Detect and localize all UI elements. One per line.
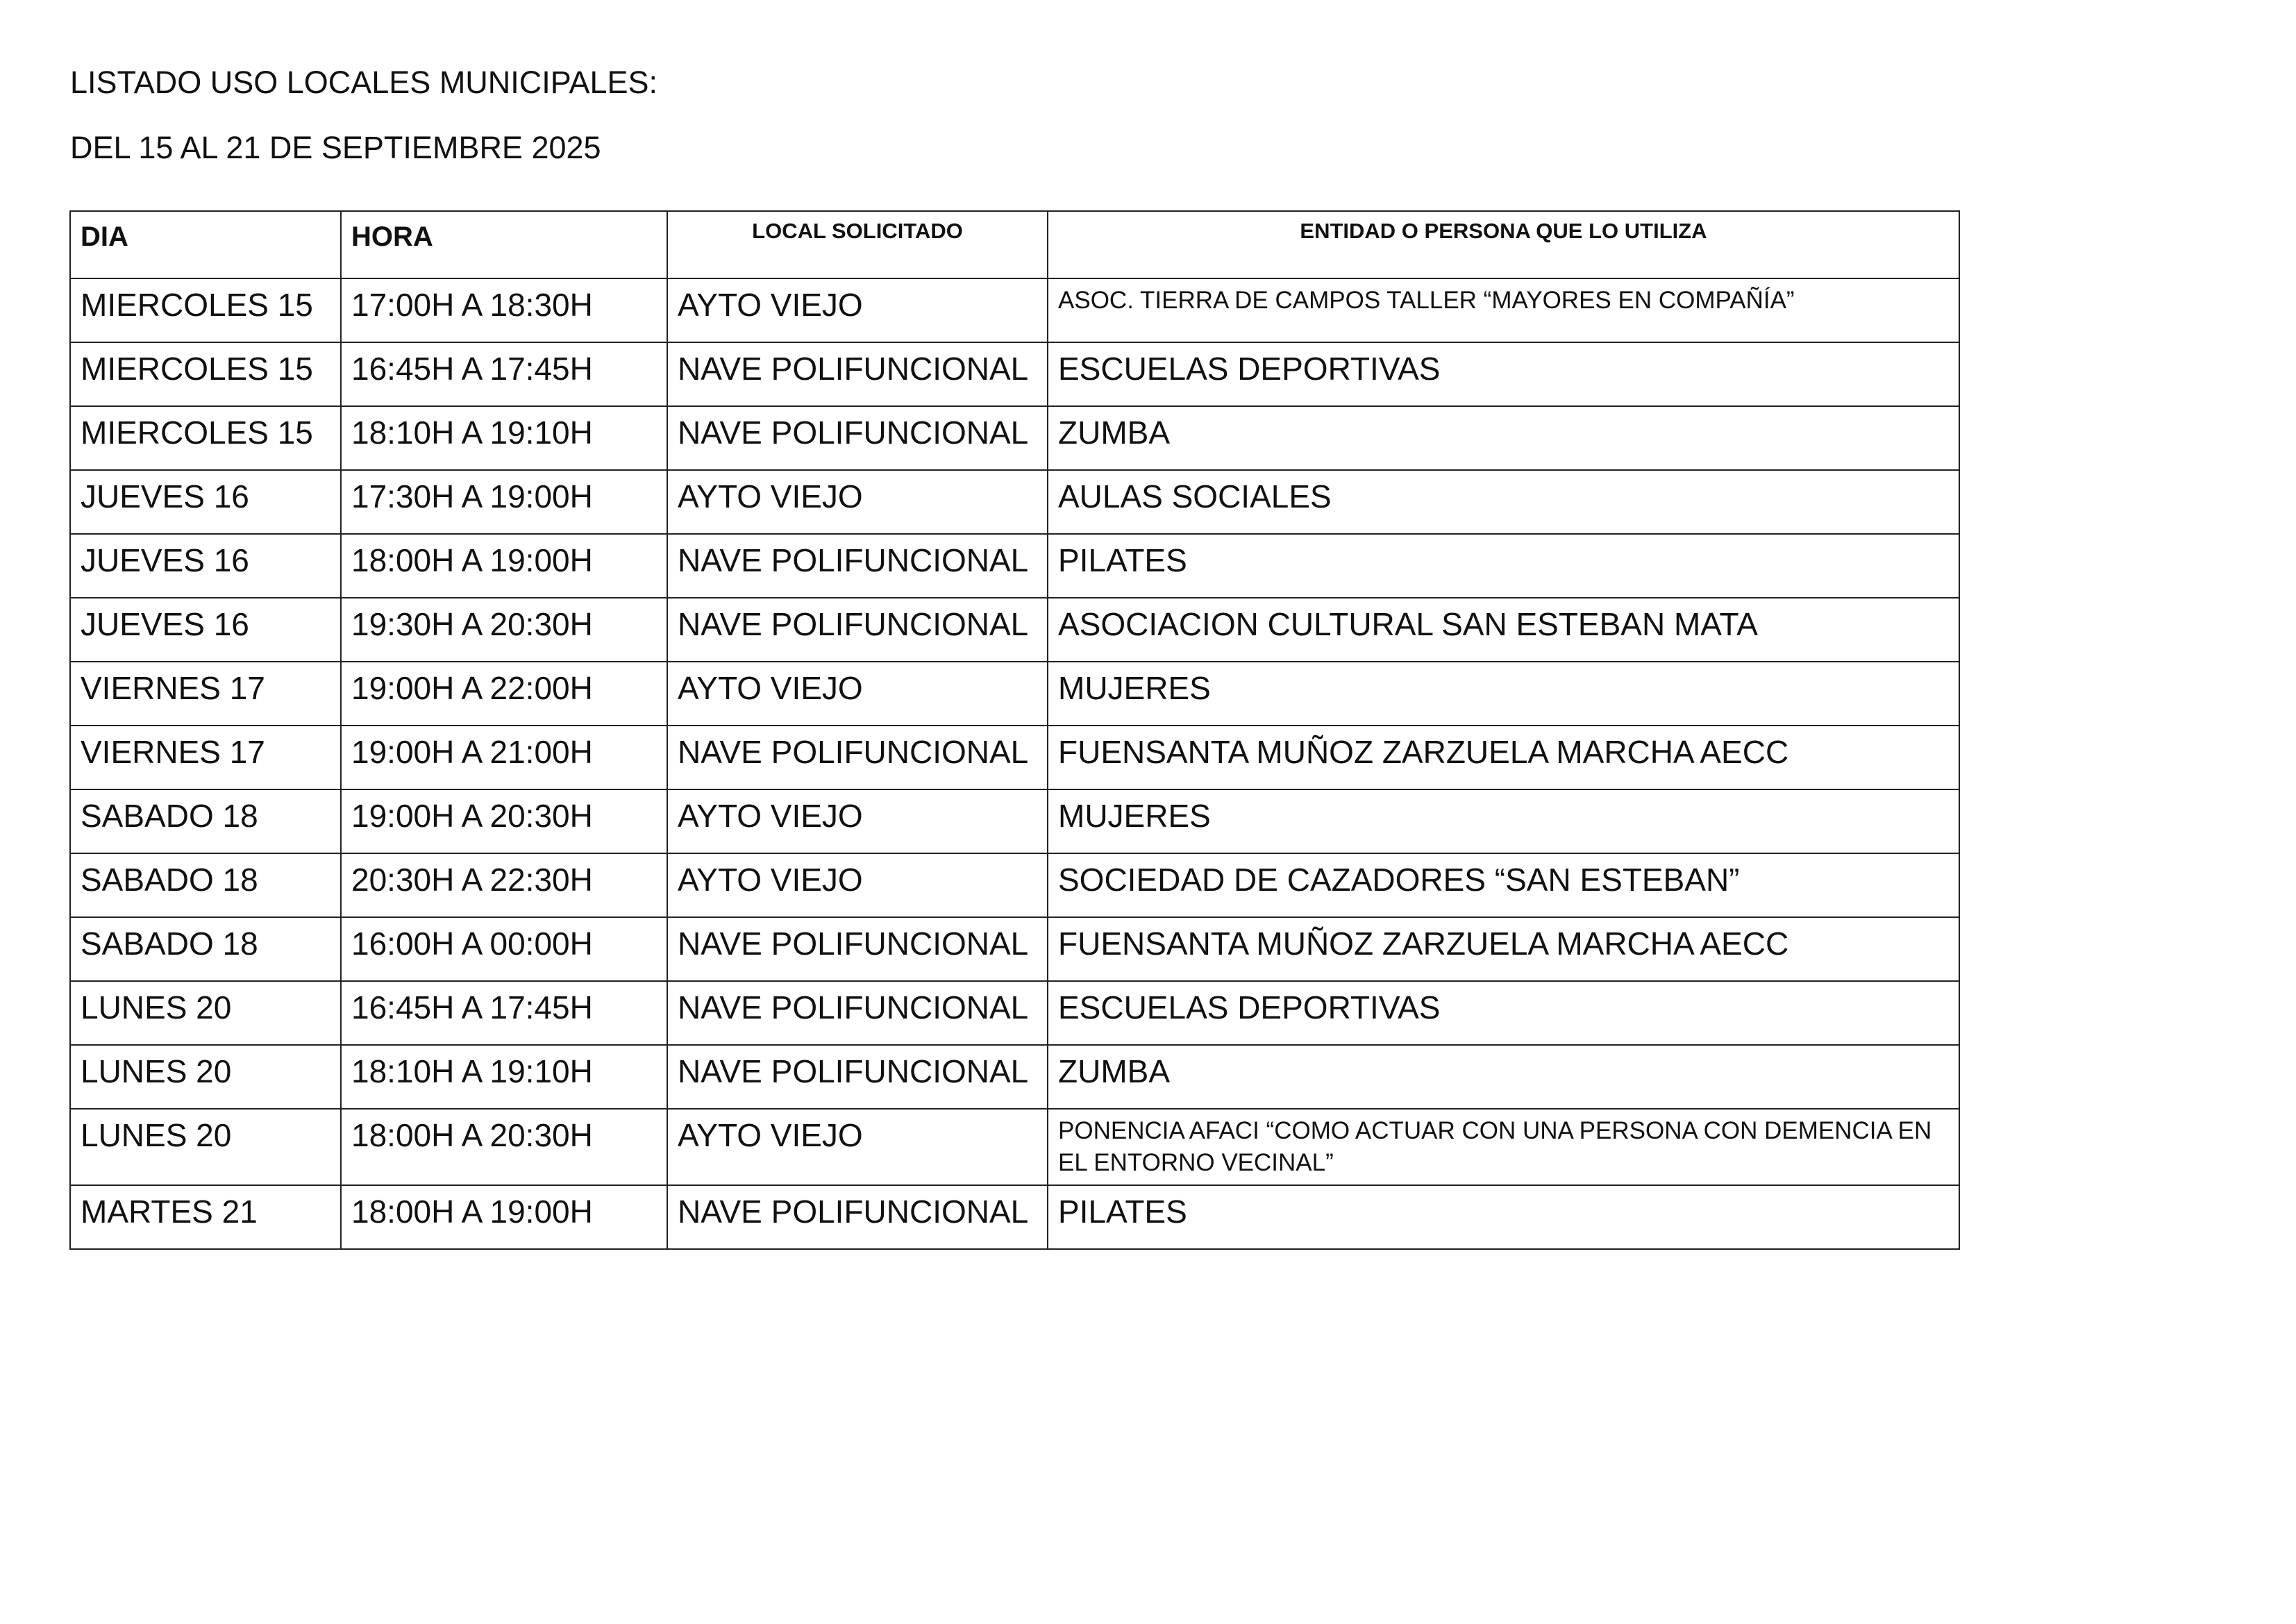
- table-row: [70, 470, 1959, 534]
- cell-hour: 18:10H A 19:10H: [341, 1045, 667, 1109]
- cell-hour: 19:00H A 20:30H: [341, 789, 667, 853]
- cell-hour: 16:45H A 17:45H: [341, 981, 667, 1045]
- table-row: [70, 534, 1959, 598]
- cell-local: NAVE POLIFUNCIONAL: [667, 534, 1048, 598]
- cell-entity: FUENSANTA MUÑOZ ZARZUELA MARCHA AECC: [1048, 917, 1959, 981]
- cell-entity: ASOC. TIERRA DE CAMPOS TALLER “MAYORES EN COMPAÑÍA”: [1048, 278, 1959, 342]
- cell-local: AYTO VIEJO: [667, 789, 1048, 853]
- cell-entity: MUJERES: [1048, 789, 1959, 853]
- document-date-range: DEL 15 AL 21 DE SEPTIEMBRE 2025: [70, 130, 601, 165]
- cell-local: NAVE POLIFUNCIONAL: [667, 598, 1048, 662]
- cell-local: AYTO VIEJO: [667, 662, 1048, 726]
- cell-entity: ASOCIACION CULTURAL SAN ESTEBAN MATA: [1048, 598, 1959, 662]
- cell-entity: SOCIEDAD DE CAZADORES “SAN ESTEBAN”: [1048, 853, 1959, 917]
- table-row: [70, 662, 1959, 726]
- cell-hour: 16:45H A 17:45H: [341, 342, 667, 406]
- cell-hour: 18:10H A 19:10H: [341, 406, 667, 470]
- header-day: DIA: [70, 211, 341, 278]
- header-entity: ENTIDAD O PERSONA QUE LO UTILIZA: [1048, 211, 1959, 278]
- cell-entity: ESCUELAS DEPORTIVAS: [1048, 981, 1959, 1045]
- table-row: [70, 789, 1959, 853]
- table-row: [70, 406, 1959, 470]
- cell-day: VIERNES 17: [70, 726, 341, 789]
- cell-day: SABADO 18: [70, 853, 341, 917]
- cell-hour: 19:30H A 20:30H: [341, 598, 667, 662]
- cell-day: JUEVES 16: [70, 470, 341, 534]
- table-row: [70, 598, 1959, 662]
- cell-local: NAVE POLIFUNCIONAL: [667, 981, 1048, 1045]
- cell-day: LUNES 20: [70, 981, 341, 1045]
- table-row: [70, 1045, 1959, 1109]
- cell-hour: 19:00H A 22:00H: [341, 662, 667, 726]
- cell-hour: 18:00H A 19:00H: [341, 1185, 667, 1249]
- schedule-table: [69, 210, 1960, 1250]
- table-row: [70, 1185, 1959, 1249]
- cell-entity: ZUMBA: [1048, 406, 1959, 470]
- table-row: [70, 342, 1959, 406]
- cell-hour: 17:30H A 19:00H: [341, 470, 667, 534]
- cell-day: MIERCOLES 15: [70, 278, 341, 342]
- cell-hour: 20:30H A 22:30H: [341, 853, 667, 917]
- cell-day: MARTES 21: [70, 1185, 341, 1249]
- table-header-row: [70, 211, 1959, 278]
- cell-hour: 17:00H A 18:30H: [341, 278, 667, 342]
- cell-day: JUEVES 16: [70, 534, 341, 598]
- cell-day: LUNES 20: [70, 1045, 341, 1109]
- cell-local: NAVE POLIFUNCIONAL: [667, 1185, 1048, 1249]
- cell-local: AYTO VIEJO: [667, 470, 1048, 534]
- cell-hour: 16:00H A 00:00H: [341, 917, 667, 981]
- cell-hour: 18:00H A 19:00H: [341, 534, 667, 598]
- cell-day: MIERCOLES 15: [70, 406, 341, 470]
- cell-local: AYTO VIEJO: [667, 853, 1048, 917]
- cell-day: LUNES 20: [70, 1109, 341, 1185]
- cell-day: SABADO 18: [70, 789, 341, 853]
- document-title: LISTADO USO LOCALES MUNICIPALES:: [70, 65, 658, 100]
- header-hour: HORA: [341, 211, 667, 278]
- cell-hour: 18:00H A 20:30H: [341, 1109, 667, 1185]
- cell-entity: MUJERES: [1048, 662, 1959, 726]
- cell-entity: AULAS SOCIALES: [1048, 470, 1959, 534]
- cell-day: MIERCOLES 15: [70, 342, 341, 406]
- table-row: [70, 981, 1959, 1045]
- table-row: [70, 726, 1959, 789]
- cell-entity: FUENSANTA MUÑOZ ZARZUELA MARCHA AECC: [1048, 726, 1959, 789]
- cell-local: NAVE POLIFUNCIONAL: [667, 726, 1048, 789]
- cell-local: NAVE POLIFUNCIONAL: [667, 1045, 1048, 1109]
- cell-day: JUEVES 16: [70, 598, 341, 662]
- header-local: LOCAL SOLICITADO: [667, 211, 1048, 278]
- cell-entity: ZUMBA: [1048, 1045, 1959, 1109]
- table-row: [70, 853, 1959, 917]
- cell-local: NAVE POLIFUNCIONAL: [667, 342, 1048, 406]
- cell-entity: PILATES: [1048, 534, 1959, 598]
- cell-local: AYTO VIEJO: [667, 1109, 1048, 1185]
- cell-day: VIERNES 17: [70, 662, 341, 726]
- cell-entity: ESCUELAS DEPORTIVAS: [1048, 342, 1959, 406]
- cell-day: SABADO 18: [70, 917, 341, 981]
- cell-local: NAVE POLIFUNCIONAL: [667, 406, 1048, 470]
- cell-local: AYTO VIEJO: [667, 278, 1048, 342]
- cell-entity: PONENCIA AFACI “COMO ACTUAR CON UNA PERSONA CON DEMENCIA EN EL ENTORNO VECINAL”: [1048, 1109, 1959, 1185]
- table-row: [70, 917, 1959, 981]
- cell-entity: PILATES: [1048, 1185, 1959, 1249]
- table-row: [70, 278, 1959, 342]
- cell-hour: 19:00H A 21:00H: [341, 726, 667, 789]
- table-row: [70, 1109, 1959, 1185]
- cell-local: NAVE POLIFUNCIONAL: [667, 917, 1048, 981]
